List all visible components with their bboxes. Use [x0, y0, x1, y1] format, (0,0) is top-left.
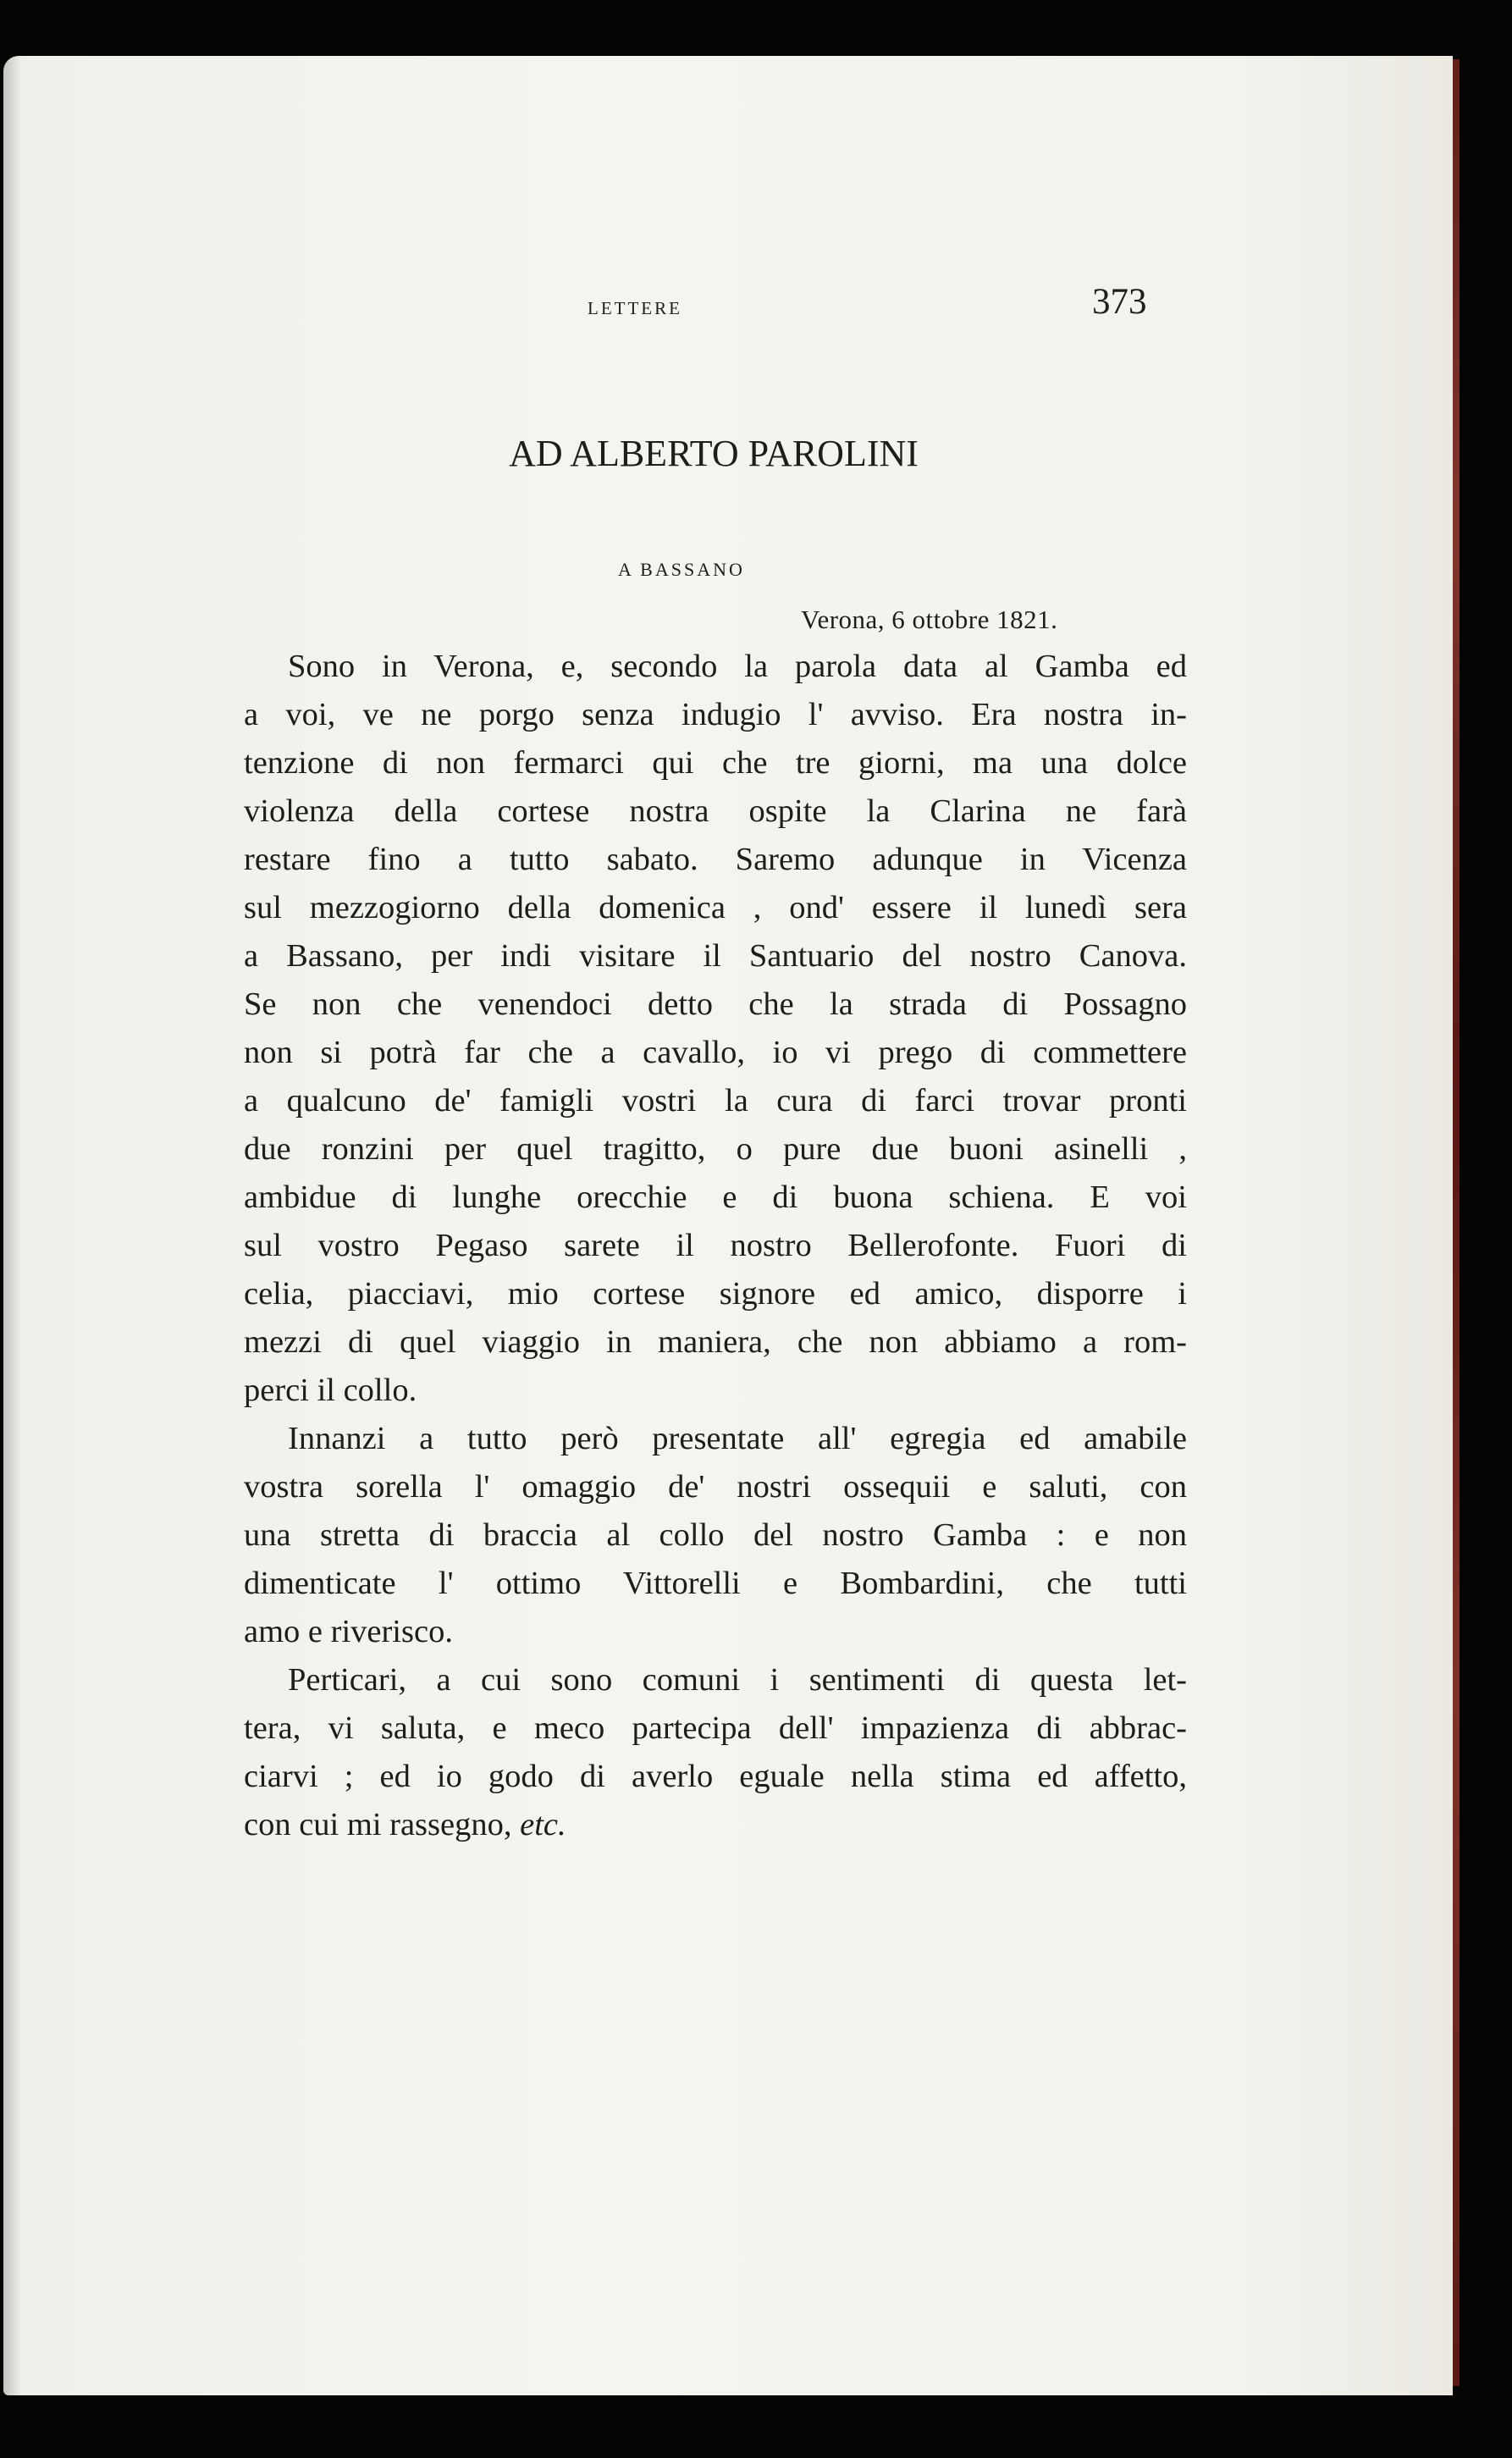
closing-etc: etc.	[520, 1807, 566, 1842]
text-line: celia, piacciavi, mio cortese signore ed amico, disporre i	[244, 1276, 1187, 1312]
text-line: amo e riverisco.	[244, 1614, 453, 1649]
text-line: tenzione di non fermarci qui che tre giorni, ma una dolce	[244, 745, 1187, 781]
text-line: una stretta di braccia al collo del nostro Gamba : e non	[244, 1517, 1187, 1553]
letter-subtitle: A BASSANO	[618, 559, 745, 580]
text-line: mezzi di quel viaggio in maniera, che non abbiamo a rom-	[244, 1324, 1187, 1360]
paragraph-2	[244, 1415, 1187, 1656]
letter-title	[3, 432, 1453, 475]
text-line: Perticari, a cui sono comuni i sentimenti di questa let-	[288, 1662, 1187, 1698]
text-line: restare fino a tutto sabato. Saremo adunque in Vicenza	[244, 842, 1187, 877]
text-line: violenza della cortese nostra ospite la Clarina ne farà	[244, 793, 1187, 829]
paragraph-1	[244, 643, 1187, 1415]
text-line: Se non che venendoci detto che la strada di Possagno	[244, 986, 1187, 1022]
text-line: ciarvi ; ed io godo di averlo eguale nella stima ed affetto,	[244, 1759, 1187, 1794]
text-line: perci il collo.	[244, 1373, 417, 1408]
page-number: 373	[1092, 282, 1147, 322]
text-line: non si potrà far che a cavallo, io vi prego di commettere	[244, 1035, 1187, 1070]
text-line: vostra sorella l' omaggio de' nostri ossequii e saluti, con	[244, 1469, 1187, 1505]
text-line: a qualcuno de' famigli vostri la cura di farci trovar pronti	[244, 1083, 1187, 1119]
page-shadow	[3, 56, 22, 2395]
book-page	[3, 56, 1453, 2395]
text-line: sul vostro Pegaso sarete il nostro Bellerofonte. Fuori di	[244, 1228, 1187, 1263]
text-line: tera, vi saluta, e meco partecipa dell' impazienza di abbrac-	[244, 1710, 1187, 1746]
text-line: Innanzi a tutto però presentate all' egregia ed amabile	[288, 1421, 1187, 1456]
closing-text: con cui mi rassegno,	[244, 1807, 512, 1842]
text-line: dimenticate l' ottimo Vittorelli e Bombardini, che tutti	[244, 1566, 1187, 1601]
text-line: a Bassano, per indi visitare il Santuario del nostro Canova.	[244, 938, 1187, 974]
letter-dateline: Verona, 6 ottobre 1821.	[801, 605, 1058, 634]
page-content	[3, 56, 1453, 2395]
running-head: LETTERE	[588, 298, 682, 318]
text-line: a voi, ve ne porgo senza indugio l' avviso. Era nostra in-	[244, 697, 1187, 732]
text-line: sul mezzogiorno della domenica , ond' essere il lunedì sera	[244, 890, 1187, 925]
letter-title-text: AD ALBERTO PAROLINI	[509, 433, 919, 474]
paragraph-3	[244, 1656, 1187, 1849]
red-page-edge	[1453, 59, 1460, 2386]
text-line: Sono in Verona, e, secondo la parola data al Gamba ed	[288, 649, 1187, 684]
text-line: ambidue di lunghe orecchie e di buona schiena. E voi	[244, 1179, 1187, 1215]
text-line: due ronzini per quel tragitto, o pure due buoni asinelli ,	[244, 1131, 1187, 1167]
letter-body	[244, 643, 1187, 1849]
text-line-closing	[244, 1801, 1187, 1849]
